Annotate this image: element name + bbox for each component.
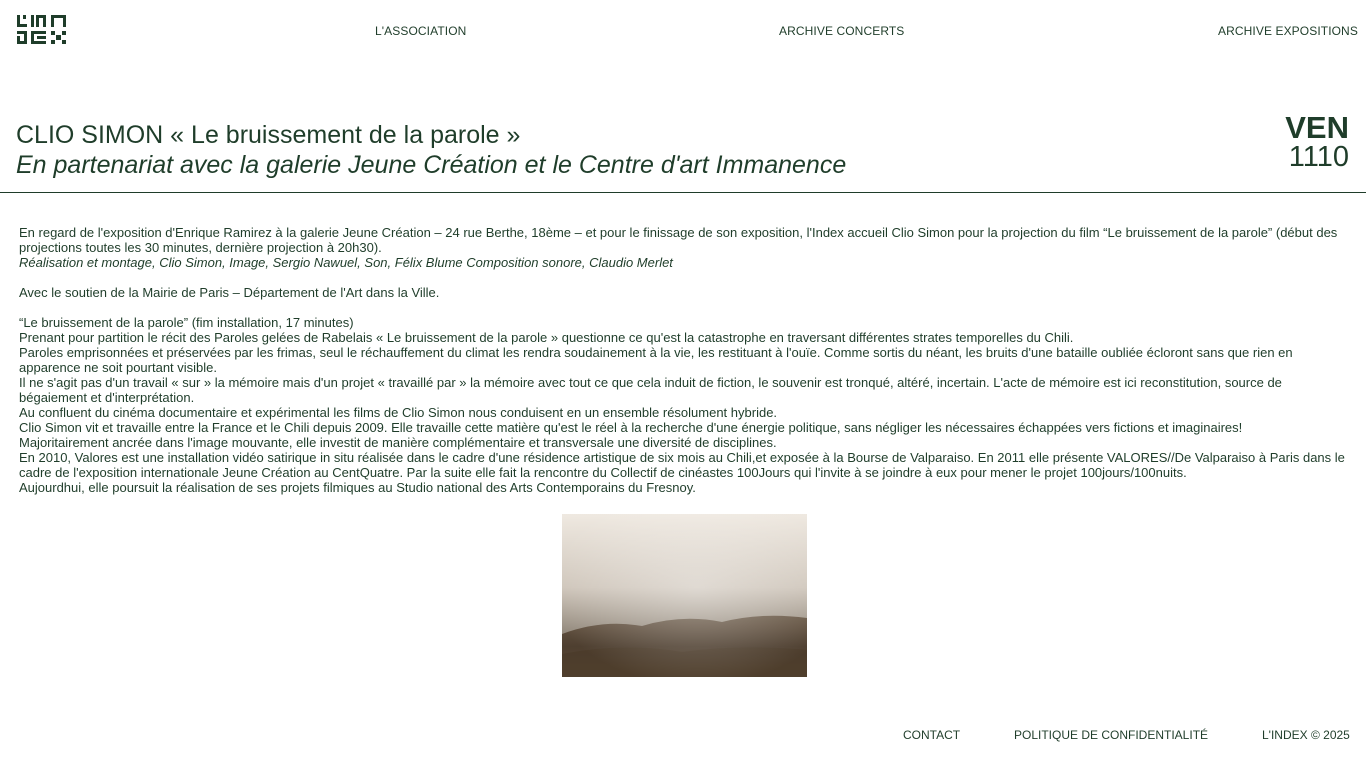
footer-copyright: L'INDEX © 2025 (1262, 728, 1350, 742)
description-line: “Le bruissement de la parole” (fim installation, 17 minutes) (19, 315, 354, 330)
credits-line: Réalisation et montage, Clio Simon, Image, Sergio Nawuel, Son, Félix Blume Composition sonore, Claudio Merlet (19, 255, 673, 270)
description-line: Clio Simon vit et travaille entre la France et le Chili depuis 2009. Elle travaille cette matière qu'est le réel à la recherche d'une énergie politique, sans négliger les nécessaires échappées vers fictions et imaginaires! (19, 420, 1243, 435)
event-date-number: 1110 (1288, 141, 1349, 173)
event-title: CLIO SIMON « Le bruissement de la parole » (16, 121, 521, 149)
nav-association-link[interactable]: L'ASSOCIATION (375, 24, 467, 38)
footer-contact-link[interactable]: CONTACT (903, 728, 961, 742)
event-date (1285, 112, 1349, 171)
event-subtitle: En partenariat avec la galerie Jeune Création et le Centre d'art Immanence (16, 151, 847, 179)
description-line: Il ne s'agit pas d'un travail « sur » la mémoire mais d'un projet « travaillé par » la mémoire avec tout ce que cela induit de fiction, le souvenir est tronqué, altéré, incertain. L'acte de mémoire est ici reconstitution, source de bégaiement et d'interprétation. (19, 375, 1282, 405)
description-line: Au confluent du cinéma documentaire et expérimental les films de Clio Simon nous conduisent en un ensemble résolument hybride. (19, 405, 778, 420)
description-line: Aujourdhui, elle poursuit la réalisation de ses projets filmiques au Studio national des Arts Contemporains du Fresnoy. (19, 480, 696, 495)
support-line: Avec le soutien de la Mairie de Paris – Département de l'Art dans la Ville. (19, 285, 440, 300)
description-line: En 2010, Valores est une installation vidéo satirique in situ réalisée dans le cadre d'une résidence artistique de six mois au Chili,et exposée à la Bourse de Valparaiso. En 2011 elle présente VALORES//De Valparaiso à Paris dans le cadre de l'exposition internationale Jeune Création au CentQuatre. Par la suite elle fait la rencontre du Collectif de cinéastes 100Jours qui l'invite à se joindre à eux pour mener le projet 100jours/100nuits. (19, 450, 1345, 480)
header-divider (0, 192, 1366, 193)
event-description (19, 225, 1349, 495)
intro-paragraph: En regard de l'exposition d'Enrique Ramirez à la galerie Jeune Création – 24 rue Berthe, 18ème – et pour le finissage de son exposition, l'Index accueil Clio Simon pour la projection du film “Le bruissement de la parole” (début des projections toutes les 30 minutes, dernière projection à 20h30). (19, 225, 1338, 255)
event-header (16, 120, 846, 180)
description-line: Majoritairement ancrée dans l'image mouvante, elle investit de manière complémentaire et transversale une diversité de disciplines. (19, 435, 777, 450)
nav-archive-expositions-link[interactable]: ARCHIVE EXPOSITIONS (1218, 24, 1358, 38)
description-line: Prenant pour partition le récit des Paroles gelées de Rabelais « Le bruissement de la parole » questionne ce qu'est la catastrophe en traversant différentes strates temporelles du Chili. (19, 330, 1074, 345)
nav-archive-concerts-link[interactable]: ARCHIVE CONCERTS (779, 24, 905, 38)
event-day: VEN (1285, 110, 1349, 145)
footer-privacy-link[interactable]: POLITIQUE DE CONFIDENTIALITÉ (1014, 728, 1209, 742)
description-line: Paroles emprisonnées et préservées par les frimas, seul le réchauffement du climat les rendra soudainement à la vie, les restituant à l'ouïe. Comme sortis du néant, les bruits d'une bataille oubliée écloront sans que rien en apparence ne soit pourtant visible. (19, 345, 1293, 375)
lindex-logo-icon[interactable] (17, 15, 66, 44)
event-photo (562, 514, 807, 677)
